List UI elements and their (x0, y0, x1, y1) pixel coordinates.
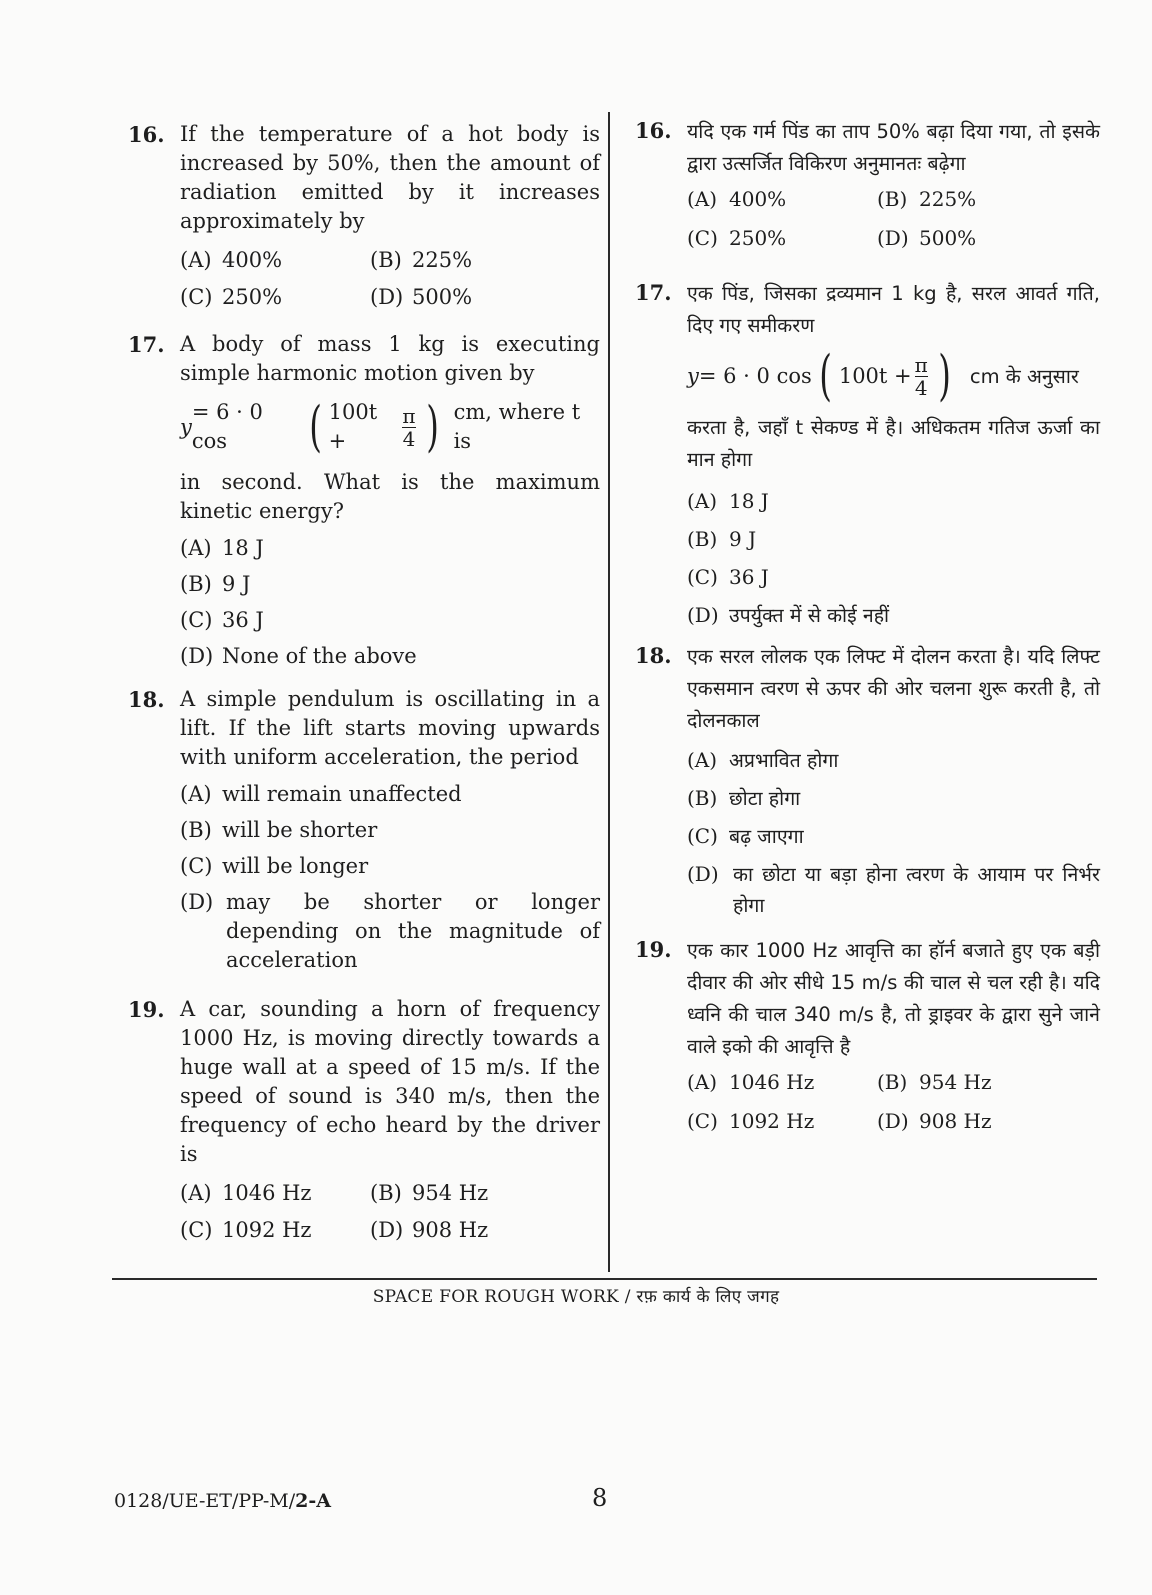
question-text-continued: करता है, जहाँ t सेकण्ड में है। अधिकतम गतिज ऊर्जा का मान होगा (687, 416, 1100, 471)
option-a: (A) 18 J (180, 536, 264, 560)
booklet-code: 0128/UE-ET/PP-M/2-A (114, 1490, 332, 1512)
question-number: 19. (128, 997, 165, 1022)
question-17-en (118, 330, 600, 671)
question-17-hi (625, 278, 1100, 631)
question-number: 18. (635, 643, 672, 668)
question-number: 17. (635, 280, 672, 305)
fraction: $\frac{\pi}{4}$ (914, 352, 928, 400)
equation: y = 6 · 0 cos ( 100t + $\frac{\pi}{4}$ ) cm के अनुसार (687, 344, 1079, 407)
option-b: (B) 9 J (687, 527, 757, 551)
option-c: (C) 250% (687, 226, 787, 250)
option-c: (C) 36 J (180, 608, 264, 632)
question-number: 17. (128, 332, 165, 357)
options-list (687, 486, 1100, 631)
option-d: (D) का छोटा या बड़ा होना त्वरण के आयाम पर निर्भर होगा (687, 862, 1100, 917)
option-a: (A) 400% (180, 248, 283, 272)
option-c: (C) 1092 Hz (687, 1109, 815, 1133)
question-number: 19. (635, 937, 672, 962)
question-text: A simple pendulum is oscillating in a lift. If the lift starts moving upwards with uniform acceleration, the period (180, 687, 600, 769)
column-divider (608, 112, 610, 1272)
question-text-continued: in second. What is the maximum kinetic energy? (180, 470, 600, 523)
question-18-hi (625, 641, 1100, 921)
option-a: (A) 1046 Hz (180, 1181, 312, 1205)
options-grid (687, 184, 1100, 254)
option-a: (A) अप्रभावित होगा (687, 748, 839, 772)
option-d: (D) उपर्युक्त में से कोई नहीं (687, 603, 890, 627)
option-d: (D) 500% (877, 226, 977, 250)
question-text: यदि एक गर्म पिंड का ताप 50% बढ़ा दिया गया, तो इसके द्वारा उत्सर्जित विकिरण अनुमानतः बढ़ेगा (687, 120, 1100, 175)
option-d: (D) 908 Hz (370, 1218, 489, 1242)
option-d: (D) None of the above (180, 644, 417, 668)
option-b: (B) 954 Hz (370, 1181, 489, 1205)
option-b: (B) 9 J (180, 572, 251, 596)
options-list (180, 534, 600, 671)
question-18-en (118, 685, 600, 975)
question-text: एक कार 1000 Hz आवृत्ति का हॉर्न बजाते हुए एक बड़ी दीवार की ओर सीधे 15 m/s की चाल से चल रही है। यदि ध्वनि की चाल 340 m/s है, तो ड्राइवर के द्वारा सुने जाने वाले इको की आवृत्ति है (687, 939, 1100, 1058)
rough-work-label: SPACE FOR ROUGH WORK / रफ़ कार्य के लिए जगह (372, 1287, 780, 1307)
options-grid (180, 1179, 600, 1245)
option-a: (A) 1046 Hz (687, 1070, 815, 1094)
question-16-en (118, 120, 600, 312)
question-number: 18. (128, 687, 165, 712)
option-d: (D) may be shorter or longer depending on the magnitude of acceleration (180, 890, 600, 972)
hindi-column (625, 112, 1100, 1137)
option-a: (A) 18 J (687, 489, 769, 513)
question-19-en (118, 995, 600, 1245)
question-16-hi (625, 116, 1100, 254)
option-b: (B) 225% (877, 187, 977, 211)
option-d: (D) 908 Hz (877, 1109, 992, 1133)
question-number: 16. (635, 118, 672, 143)
question-number: 16. (128, 122, 165, 147)
fraction: $\frac{\pi}{4}$ (402, 403, 416, 451)
option-b: (B) छोटा होगा (687, 786, 801, 810)
page-number: 8 (592, 1484, 608, 1512)
question-text: एक पिंड, जिसका द्रव्यमान 1 kg है, सरल आवर्त गति, दिए गए समीकरण (687, 282, 1100, 337)
option-c: (C) 36 J (687, 565, 769, 589)
question-text: A body of mass 1 kg is executing simple harmonic motion given by (180, 332, 600, 385)
footer-divider (112, 1278, 1097, 1280)
option-b: (B) 225% (370, 248, 473, 272)
question-19-hi (625, 935, 1100, 1137)
option-d: (D) 500% (370, 285, 473, 309)
options-list (180, 780, 600, 975)
option-c: (C) will be longer (180, 854, 369, 878)
option-b: (B) 954 Hz (877, 1070, 992, 1094)
option-c: (C) बढ़ जाएगा (687, 824, 804, 848)
option-b: (B) will be shorter (180, 818, 378, 842)
option-a: (A) 400% (687, 187, 787, 211)
option-c: (C) 1092 Hz (180, 1218, 312, 1242)
question-text: एक सरल लोलक एक लिफ्ट में दोलन करता है। यदि लिफ्ट एकसमान त्वरण से ऊपर की ओर चलना शुरू करती है, तो दोलनकाल (687, 645, 1100, 732)
option-a: (A) will remain unaffected (180, 782, 462, 806)
question-text: If the temperature of a hot body is increased by 50%, then the amount of radiation emitted by it increases approximately by (180, 122, 600, 233)
options-grid (180, 246, 600, 312)
english-column (118, 112, 600, 1245)
options-list (687, 745, 1100, 921)
option-c: (C) 250% (180, 285, 283, 309)
options-grid (687, 1067, 1100, 1137)
question-text: A car, sounding a horn of frequency 1000 Hz, is moving directly towards a huge wall at a speed of 15 m/s. If the speed of sound is 340 m/s, then the frequency of echo heard by the driver is (180, 997, 600, 1166)
equation: y = 6 · 0 cos ( 100t + $\frac{\pi}{4}$ ) cm, where t is (180, 395, 581, 458)
